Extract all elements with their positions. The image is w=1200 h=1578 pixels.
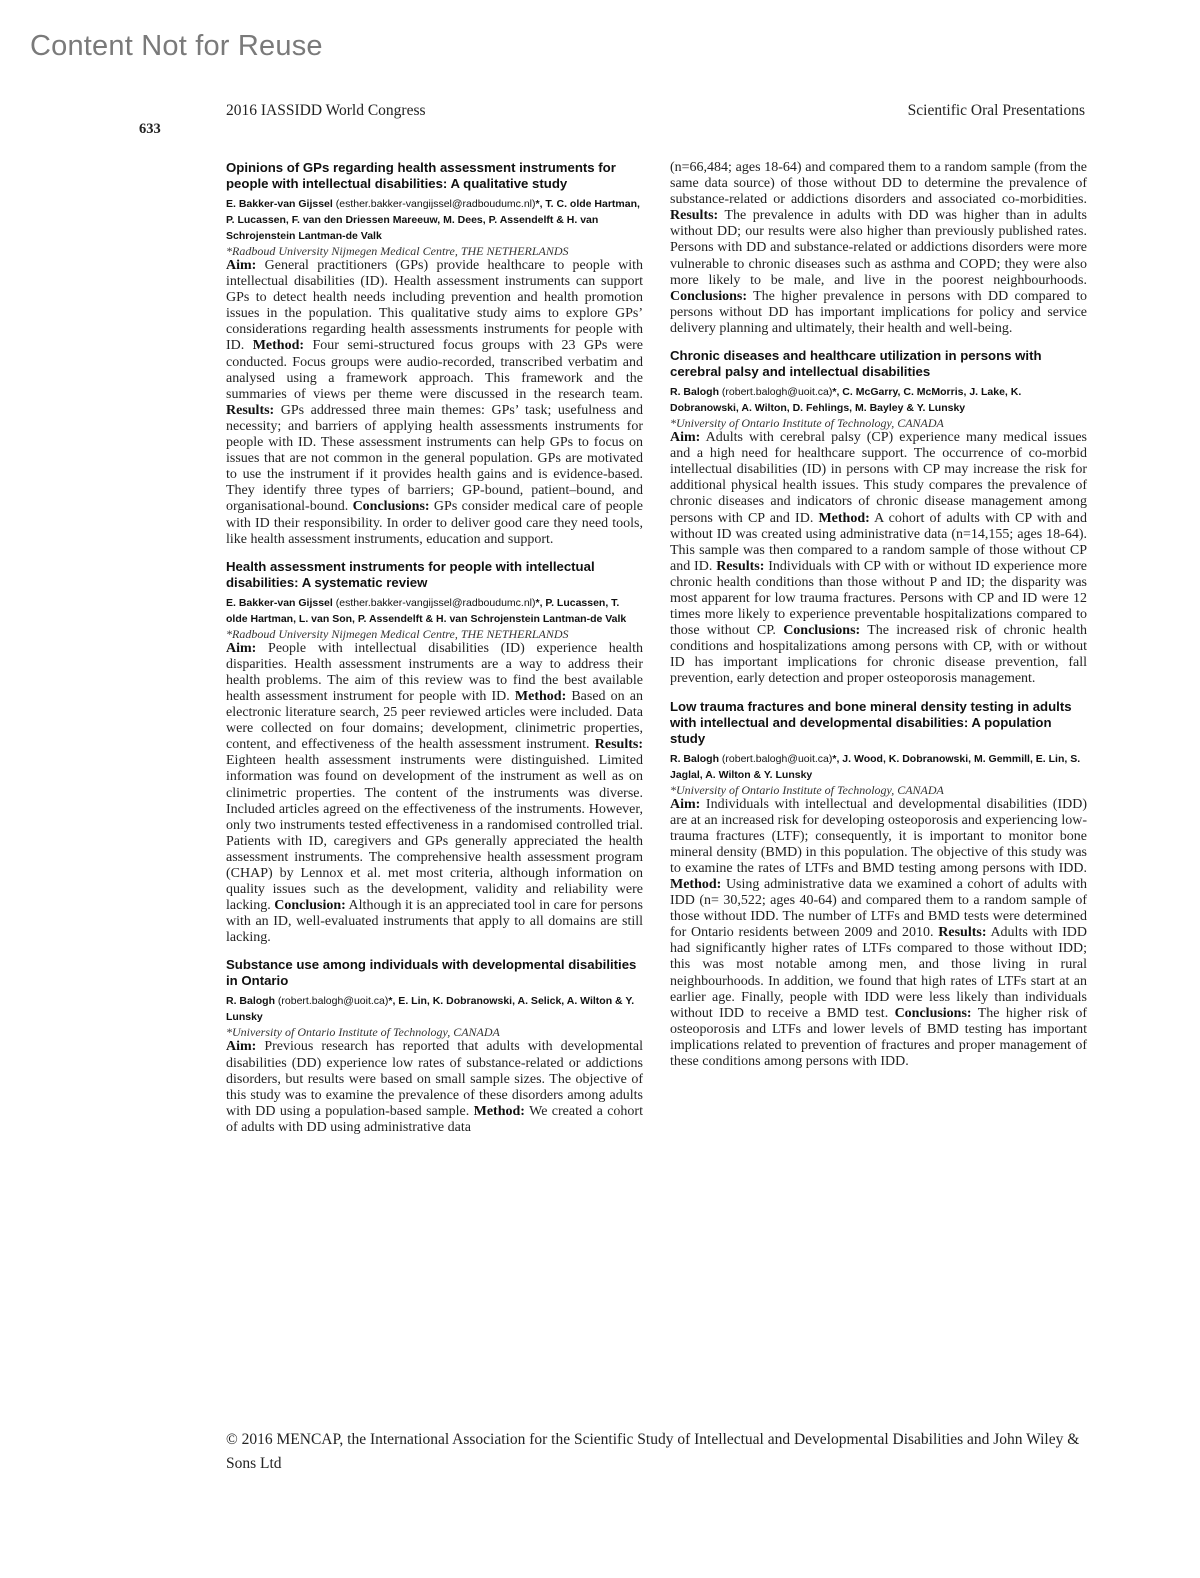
author-lead: E. Bakker-van Gijssel <box>226 596 336 609</box>
author-email: (esther.bakker-vangijssel@radboudumc.nl) <box>335 596 536 609</box>
section-label: Method: <box>473 1103 525 1119</box>
right-column <box>670 160 1087 1081</box>
section-text: The higher prevalence in persons with DD compared to persons without DD has important implications for policy and service delivery planning and ultimately, their health and well-being. <box>670 288 1087 336</box>
author-email: (robert.balogh@uoit.ca) <box>721 752 833 765</box>
section-text: Individuals with intellectual and developmental disabilities (IDD) are at an increased risk for developing osteoporosis and experiencing low-trauma fractures (LTF); consequently, it is important to monitor bone mineral density (BMD) in this population. The objective of this study was to examine the rates of LTFs and BMD testing among persons with IDD. <box>670 796 1087 876</box>
author-email: (robert.balogh@uoit.ca) <box>721 386 833 399</box>
section-label: Method: <box>670 877 722 892</box>
section-label: Aim: <box>226 258 257 273</box>
section-text: People with intellectual disabilities (ID) experience health disparities. Health assessment instruments are a way to address their health problems. The aim of this review was to find the best available health assessment instrument for people with ID. <box>226 640 643 704</box>
section-label: Aim: <box>226 1039 257 1055</box>
abstract-authors <box>670 751 1087 783</box>
section-label: Results: <box>716 558 765 574</box>
section-label: Method: <box>514 688 567 704</box>
abstract <box>226 160 643 548</box>
section-label: Aim: <box>670 796 701 812</box>
section-label: Conclusions: <box>783 623 861 639</box>
abstract-authors <box>226 196 643 244</box>
section-label: Conclusions: <box>670 288 748 304</box>
left-column <box>226 160 643 1147</box>
section-label: Conclusions: <box>894 1005 972 1021</box>
watermark: Content Not for Reuse <box>30 30 323 62</box>
section-label: Method: <box>252 338 305 354</box>
section-text: Individuals with CP with or without ID experience more chronic health conditions than those without P and ID; the disparity was most apparent for low trauma fractures. Persons with CP and ID were 12 times more likely to experience preventable hospitalizations compared to those without CP. <box>670 558 1087 639</box>
author-lead: E. Bakker-van Gijssel <box>226 198 336 210</box>
section-text: Previous research has reported that adults with developmental disabilities (DD) experience low rates of substance-related or addictions disorders, but results were based on small sample sizes. The objective of this study was to examine the prevalence of these disorders among adults with DD using a population-based sample. <box>226 1039 643 1119</box>
section-text: GPs consider medical care of people with ID their responsibility. In order to deliver good care they need tools, like health assessment instruments, education and support. <box>226 499 643 547</box>
abstract-authors <box>226 993 643 1025</box>
abstract-title: Substance use among individuals with developmental disabilities in Ontario <box>226 957 637 989</box>
section-text: Using administrative data we examined a cohort of adults with IDD (n= 30,522; ages 40-64) and compared them to a random sample of those without IDD. The number of LTFs and BMD tests were determined for Ontario residents between 2009 and 2010. <box>670 877 1087 941</box>
abstract-body <box>226 641 643 947</box>
abstract-title: Opinions of GPs regarding health assessment instruments for people with intellectual disabilities: A qualitative study <box>226 160 616 191</box>
author-list: *, T. C. olde Hartman, P. Lucassen, F. van den Driessen Mareeuw, M. Dees, P. Assendelft & H. van Schrojenstein Lantman-de Valk <box>226 198 640 242</box>
copyright-footer: © 2016 MENCAP, the International Association for the Scientific Study of Intellectual and Developmental Disabilities and John Wiley & Sons Ltd <box>226 1431 1080 1472</box>
section-text: Adults with IDD had significantly higher rates of LTFs compared to those without IDD; this was most notable among men, and those living in rural neighbourhoods. In addition, we found that high rates of LTFs start at an earlier age. Finally, people with IDD were less likely than individuals without IDD to receive a BMD test. <box>670 925 1087 1021</box>
section-text: The prevalence in adults with DD was higher than in adults without DD; our results were also higher than previously published rates. Persons with DD and substance-related or addictions disorders were more vulnerable to chronic diseases such as asthma and COPD; they were also more likely to be male, and live in the poorest neighbourhoods. <box>670 208 1087 288</box>
author-email: (robert.balogh@uoit.ca) <box>277 995 389 1008</box>
abstract-continuation <box>670 160 1087 337</box>
abstract <box>226 559 643 947</box>
section-label: Aim: <box>226 640 257 656</box>
continuation-text: (n=66,484; ages 18-64) and compared them to a random sample (from the same data source) of those without DD to determine the prevalence of substance-related or addictions disorders and associated co-morbidities. <box>670 160 1087 208</box>
abstract-title: Chronic diseases and healthcare utilization in persons with cerebral palsy and intellectual disabilities <box>670 348 1042 380</box>
section-text: The increased risk of chronic health conditions and hospitalizations among persons with CP, with or without ID has important implications for chronic disease prevention, fall prevention, early detection and proper osteoporosis management. <box>670 623 1087 687</box>
section-label: Conclusions: <box>352 499 430 515</box>
author-list: *, C. McGarry, C. McMorris, J. Lake, K. Dobranowski, A. Wilton, D. Fehlings, M. Bayley & Y. Lunsky <box>670 386 1022 415</box>
section-text: Eighteen health assessment instruments were distinguished. Limited information was found on development of the instrument as well as on clinimetric properties. The content of the instruments was diverse. Included articles agreed on the effectiveness of the instruments. However, only two instruments tested effectiveness in a randomised controlled trial. Patients with ID, caregivers and GPs generally appreciated the health assessment instruments. The comprehensive health assessment program (CHAP) by Lennox et al. met most criteria, although information on quality issues such as the development, validity and reliability were lacking. <box>226 753 643 914</box>
author-list: *, J. Wood, K. Dobranowski, M. Gemmill, E. Lin, S. Jaglal, A. Wilton & Y. Lunsky <box>670 752 1081 781</box>
abstract-title: Health assessment instruments for people with intellectual disabilities: A systematic review <box>226 558 595 590</box>
section-text: The higher risk of osteoporosis and LTFs and lower levels of BMD testing has important implications related to prevention of fractures and proper management of these conditions among persons with IDD. <box>670 1005 1087 1070</box>
abstract-title: Low trauma fractures and bone mineral density testing in adults with intellectual and developmental disabilities: A population study <box>670 698 1072 746</box>
section-text: GPs addressed three main themes: GPs’ task; usefulness and necessity; and barriers of applying health assessments instruments for people with ID. These assessment instruments can help GPs to focus on issues that are not common in the general population. GPs are motivated to use the instrument if it provides health gains and is evidence-based. They identify three types of barriers; GP-bound, patient–bound, and organisational-bound. <box>226 402 643 515</box>
abstract-affiliation: *University of Ontario Institute of Technology, CANADA <box>670 416 944 431</box>
section-text: Four semi-structured focus groups with 23 GPs were conducted. Focus groups were audio-recorded, transcribed verbatim and analysed using a framework approach. This framework and the summaries of views per theme were discussed in the research team. <box>226 338 643 402</box>
author-list: *, P. Lucassen, T. olde Hartman, L. van Son, P. Assendelft & H. van Schrojenstein Lantman-de Valk <box>226 596 627 625</box>
running-header-left: 2016 IASSIDD World Congress <box>226 102 426 119</box>
abstract-affiliation: *Radboud University Nijmegen Medical Centre, THE NETHERLANDS <box>226 626 569 641</box>
running-header-right: Scientific Oral Presentations <box>907 102 1085 119</box>
section-label: Results: <box>594 737 643 753</box>
section-text: We created a cohort of adults with DD using administrative data <box>226 1103 643 1135</box>
page-number: 633 <box>139 121 161 137</box>
author-lead: R. Balogh <box>670 752 722 765</box>
abstract-affiliation: *University of Ontario Institute of Technology, CANADA <box>670 782 944 797</box>
author-lead: R. Balogh <box>670 386 722 399</box>
section-label: Aim: <box>670 430 701 446</box>
section-label: Results: <box>938 925 987 941</box>
abstract <box>670 699 1087 1071</box>
author-list: *, E. Lin, K. Dobranowski, A. Selick, A. Wilton & Y. Lunsky <box>226 995 635 1024</box>
section-text: General practitioners (GPs) provide healthcare to people with intellectual disabilities (ID). Health assessment instruments can support GPs to detect health needs including prevention and health promotion issues in the population. This qualitative study aims to explore GPs’ considerations regarding health assessments instruments for people with ID. <box>226 258 643 354</box>
abstract-body <box>670 160 1087 337</box>
section-text: Adults with cerebral palsy (CP) experience many medical issues and a high need for healthcare support. The occurrence of co-morbid intellectual disabilities (ID) in persons with CP may increase the risk for additional physical health issues. This study compares the prevalence of chronic diseases and indicators of chronic disease management among persons with CP and ID. <box>670 430 1087 526</box>
author-email: (esther.bakker-vangijssel@radboudumc.nl) <box>335 198 536 210</box>
section-label: Conclusion: <box>274 898 346 914</box>
abstract-body <box>226 1039 643 1136</box>
section-text: Although it is an appreciated tool in care for persons with an ID, well-evaluated instruments that apply to all domains are still lacking. <box>226 898 643 946</box>
author-lead: R. Balogh <box>226 995 278 1008</box>
section-text: Based on an electronic literature search, 25 peer reviewed articles were included. Data were collected on four domains; development, clinimetric properties, content, and effectiveness of the health assessment instrument. <box>226 688 643 753</box>
section-label: Results: <box>226 402 275 418</box>
section-text: A cohort of adults with CP with and without ID was created using administrative data (n=14,155; ages 18-64). This sample was then compared to a random sample of those without CP and ID. <box>670 510 1087 574</box>
abstract <box>670 348 1087 688</box>
abstract-affiliation: *University of Ontario Institute of Technology, CANADA <box>226 1025 500 1040</box>
abstract-affiliation: *Radboud University Nijmegen Medical Centre, THE NETHERLANDS <box>226 244 569 258</box>
section-label: Method: <box>818 510 870 526</box>
abstract-body <box>670 797 1087 1071</box>
section-label: Results: <box>670 208 719 224</box>
abstract-body <box>226 258 643 548</box>
abstract <box>226 957 643 1136</box>
abstract-body <box>670 430 1087 688</box>
abstract-authors <box>226 595 643 627</box>
abstract-authors <box>670 384 1087 416</box>
